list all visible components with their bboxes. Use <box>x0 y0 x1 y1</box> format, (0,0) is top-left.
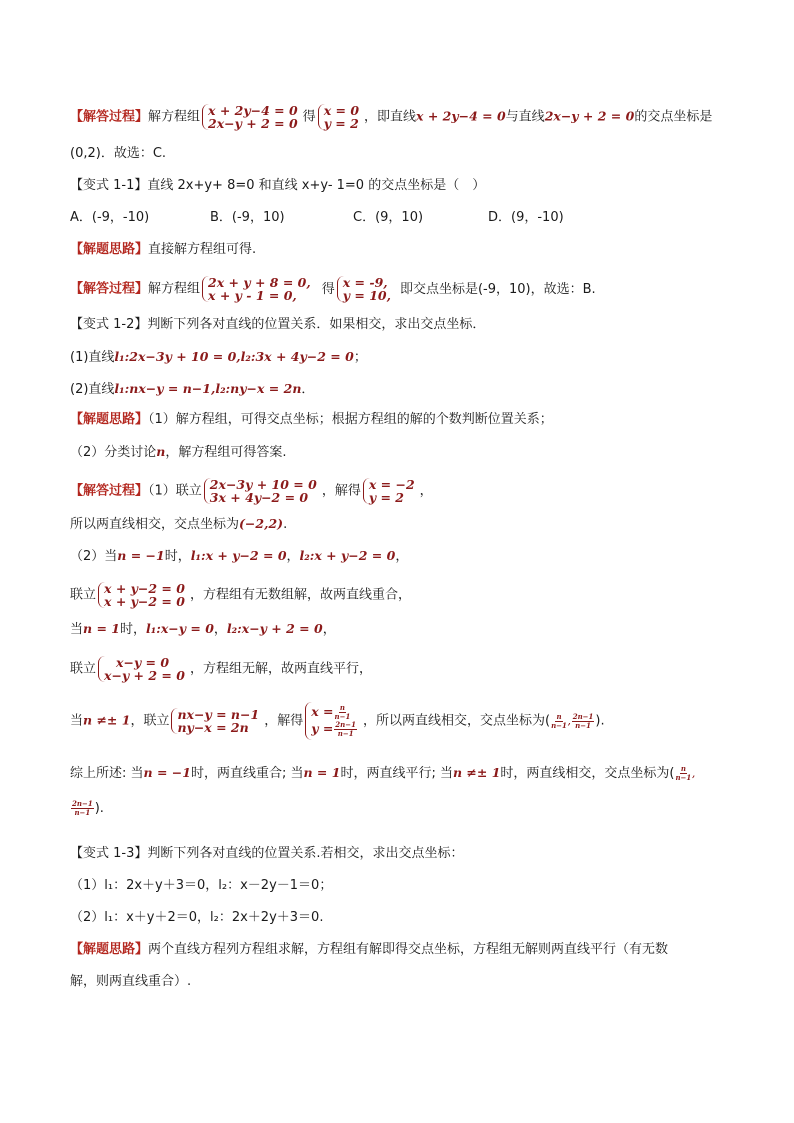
case-2: 当n = 1时，l₁:x−y = 0，l₂:x−y + 2 = 0， <box>70 621 336 637</box>
solution-answer: (0,2)．故选：C. <box>70 146 167 161</box>
solution-line-1: 【解答过程】解方程组 x + 2y−4 = 0 2x−y + 2 = 0 得 x = 0 y = 2 ，即直线x + 2y−4 = 0与直线2x−y + 2 = 0的交点坐标是 <box>70 103 713 131</box>
variant-1-2-title: 【变式 1-2】判断下列各对直线的位置关系．如果相交，求出交点坐标． <box>70 317 486 332</box>
case-3: 当n ≠± 1，联立 nx−y = n−1 ny−x = 2n ，解得 x = $\frac{n}{n-1}$ y = $\frac{2n-1}{n-1}$ ，所以两直线相交，交点坐标为( $\frac{n}{n-1}$ , $\frac{2n-1}{n-1}$ ). <box>70 703 605 738</box>
solution-system: x = 0 y = 2 <box>318 104 362 130</box>
question-2: (2)直线l₁:nx−y = n−1,l₂:ny−x = 2n． <box>70 381 315 397</box>
idea-line-2: 解，则两直线重合）. <box>70 974 192 989</box>
option-a: A．(-9，-10) <box>70 210 150 225</box>
question-2: （2）l₁：x＋y＋2＝0，l₂：2x＋2y＋3＝0. <box>70 910 324 925</box>
idea-line: 【解题思路】两个直线方程列方程组求解，方程组有解即得交点坐标，方程组无解则两直线平行（有无数 <box>70 942 669 957</box>
variant-1-1-title: 【变式 1-1】直线 2x+y+ 8=0 和直线 x+y- 1=0 的交点坐标是（ ） <box>70 178 486 193</box>
question-1: (1)直线l₁:2x−3y + 10 = 0,l₂:3x + 4y−2 = 0； <box>70 349 367 365</box>
case-1-system: 联立 x + y−2 = 0 x + y−2 = 0 ，方程组有无数组解，故两直线重合， <box>70 581 411 609</box>
idea-line-2: （2）分类讨论n，解方程组可得答案. <box>70 444 287 460</box>
solution-line-3: 【解答过程】（1）联立 2x−3y + 10 = 0 3x + 4y−2 = 0 ，解得 x = −2 y = 2 ， <box>70 477 433 505</box>
option-b: B．(-9，10) <box>210 210 285 225</box>
case-2-system: 联立 x−y = 0 x−y + 2 = 0 ，方程组无解，故两直线平行， <box>70 655 372 683</box>
variant-1-3-title: 【变式 1-3】判断下列各对直线的位置关系.若相交，求出交点坐标： <box>70 846 464 861</box>
solution-line-2: 【解答过程】解方程组 2x + y + 8 = 0, x + y - 1 = 0, 得 x = -9, y = 10, 即交点坐标是(-9，10)，故选：B. <box>70 275 596 303</box>
question-1: （1）l₁：2x＋y＋3＝0，l₂：x－2y－1＝0； <box>70 878 333 893</box>
summary-line-2: $\frac{2n-1}{n-1}$ ). <box>72 799 104 817</box>
equation-system: x + 2y−4 = 0 2x−y + 2 = 0 <box>202 104 301 130</box>
idea-line: 【解题思路】直接解方程组可得. <box>70 242 257 257</box>
summary-line: 综上所述: 当n = −1时，两直线重合; 当n = 1时，两直线平行; 当n ≠± 1时，两直线相交，交点坐标为( $\frac{n}{n-1}$ , <box>70 764 696 782</box>
case-1: （2）当n = −1时，l₁:x + y−2 = 0，l₂:x + y−2 = 0， <box>70 548 409 564</box>
options-row <box>70 209 564 227</box>
option-d: D．(9，-10) <box>488 210 564 225</box>
tag-solution: 【解答过程】 <box>70 109 149 125</box>
intersect-line: 所以两直线相交，交点坐标为(−2,2). <box>70 516 288 532</box>
idea-line: 【解题思路】（1）解方程组，可得交点坐标；根据方程组的解的个数判断位置关系； <box>70 412 553 427</box>
option-c: C．(9，10) <box>353 210 424 225</box>
